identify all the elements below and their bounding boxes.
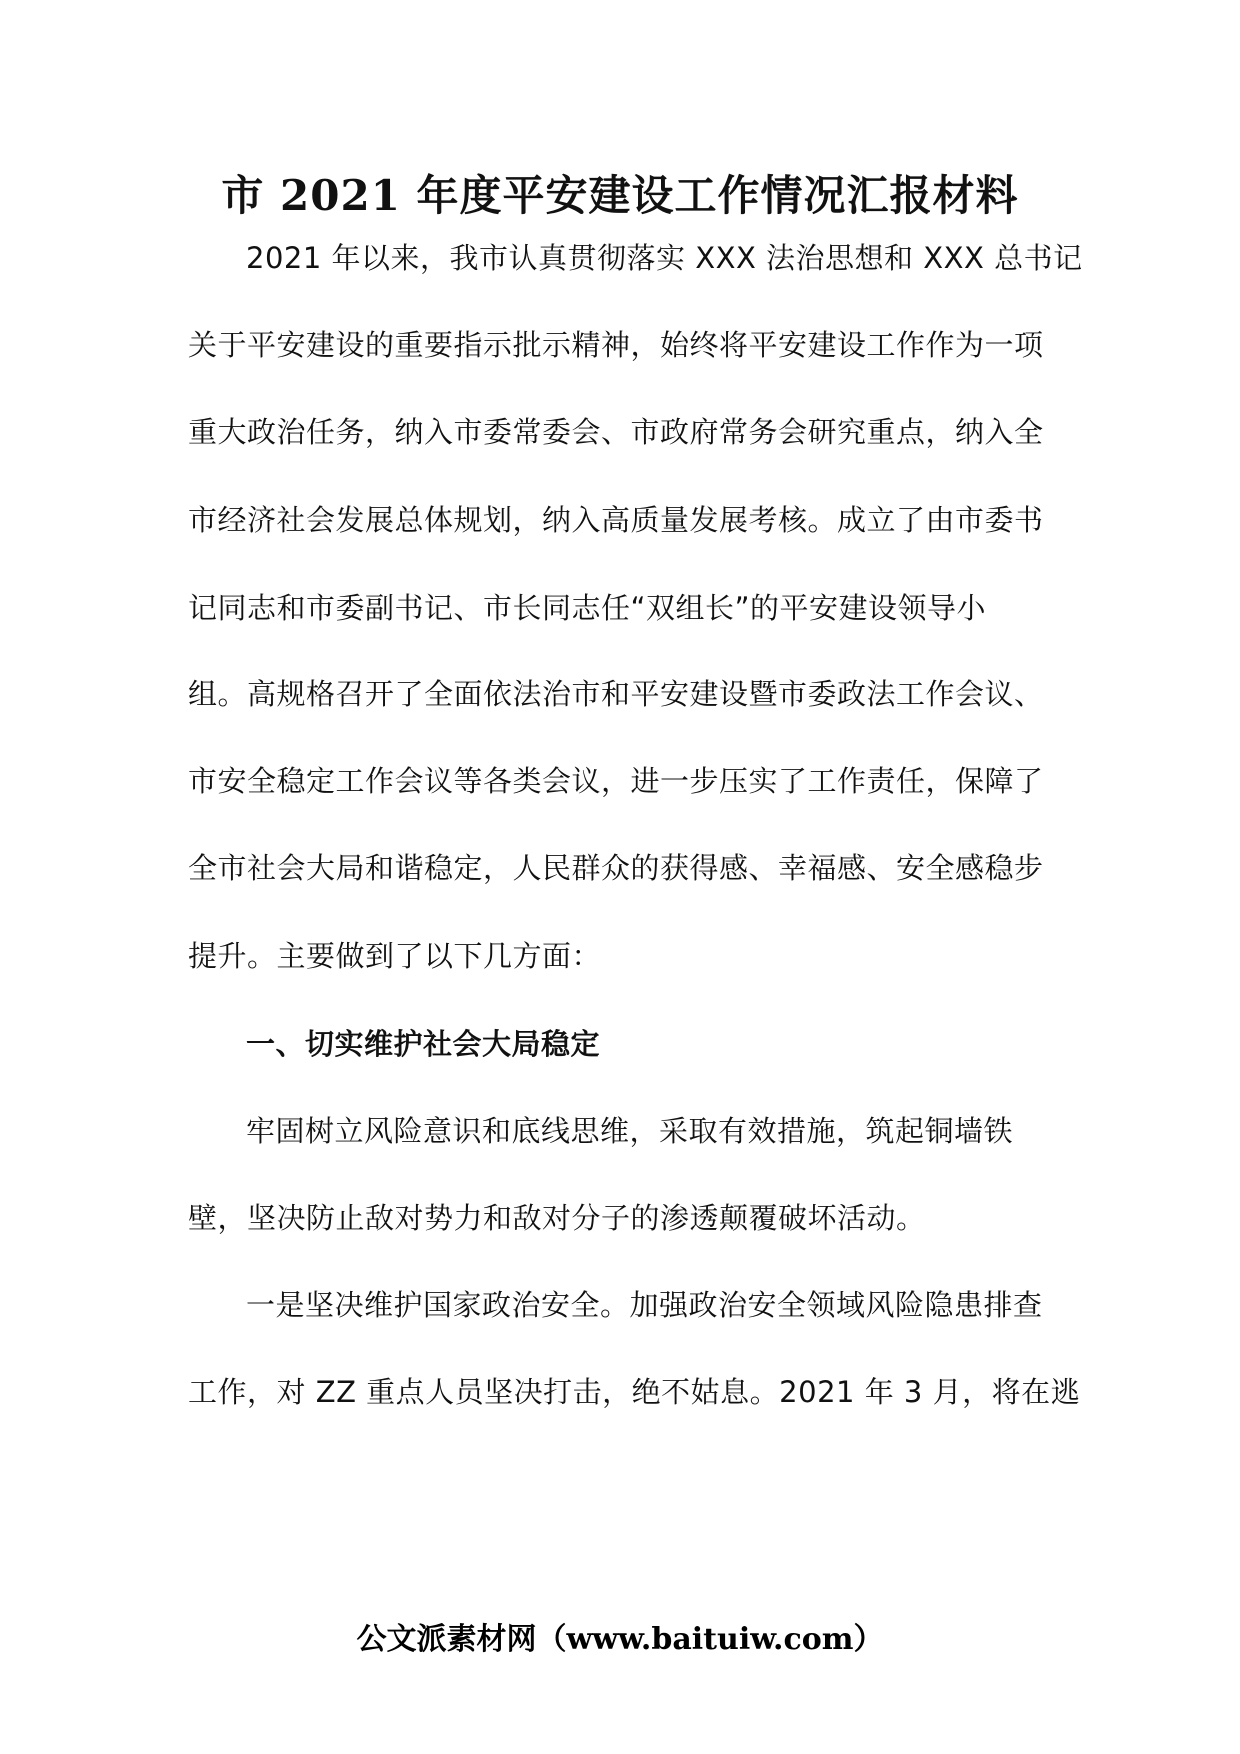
document-title: 市 2021 年度平安建设工作情况汇报材料 [221, 171, 1019, 220]
paragraph-line: 一是坚决维护国家政治安全。加强政治安全领域风险隐患排查 [246, 1288, 1043, 1322]
paragraph-line: 重大政治任务，纳入市委常委会、市政府常务会研究重点，纳入全 [188, 415, 1044, 449]
paragraph-line: 2021 年以来，我市认真贯彻落实 XXX 法治思想和 XXX 总书记 [246, 241, 1083, 275]
paragraph-line: 牢固树立风险意识和底线思维，采取有效措施，筑起铜墙铁 [246, 1114, 1014, 1148]
paragraph-line: 组。高规格召开了全面依法治市和平安建设暨市委政法工作会议、 [188, 677, 1044, 711]
section-heading: 一、切实维护社会大局稳定 [246, 1027, 601, 1061]
paragraph-line: 关于平安建设的重要指示批示精神，始终将平安建设工作作为一项 [188, 328, 1044, 362]
paragraph-line: 壁，坚决防止敌对势力和敌对分子的渗透颠覆破坏活动。 [188, 1201, 926, 1235]
paragraph-line: 全市社会大局和谐稳定，人民群众的获得感、幸福感、安全感稳步 [188, 851, 1044, 885]
paragraph-line: 提升。主要做到了以下几方面： [188, 939, 602, 973]
paragraph-line: 工作，对 ZZ 重点人员坚决打击，绝不姑息。2021 年 3 月，将在逃 [188, 1375, 1081, 1409]
paragraph-line: 市安全稳定工作会议等各类会议，进一步压实了工作责任，保障了 [188, 764, 1044, 798]
paragraph-line: 记同志和市委副书记、市长同志任“双组长”的平安建设领导小 [188, 591, 987, 625]
page-footer: 公文派素材网（www.baituiw.com） [356, 1622, 884, 1657]
paragraph-line: 市经济社会发展总体规划，纳入高质量发展考核。成立了由市委书 [188, 503, 1044, 537]
